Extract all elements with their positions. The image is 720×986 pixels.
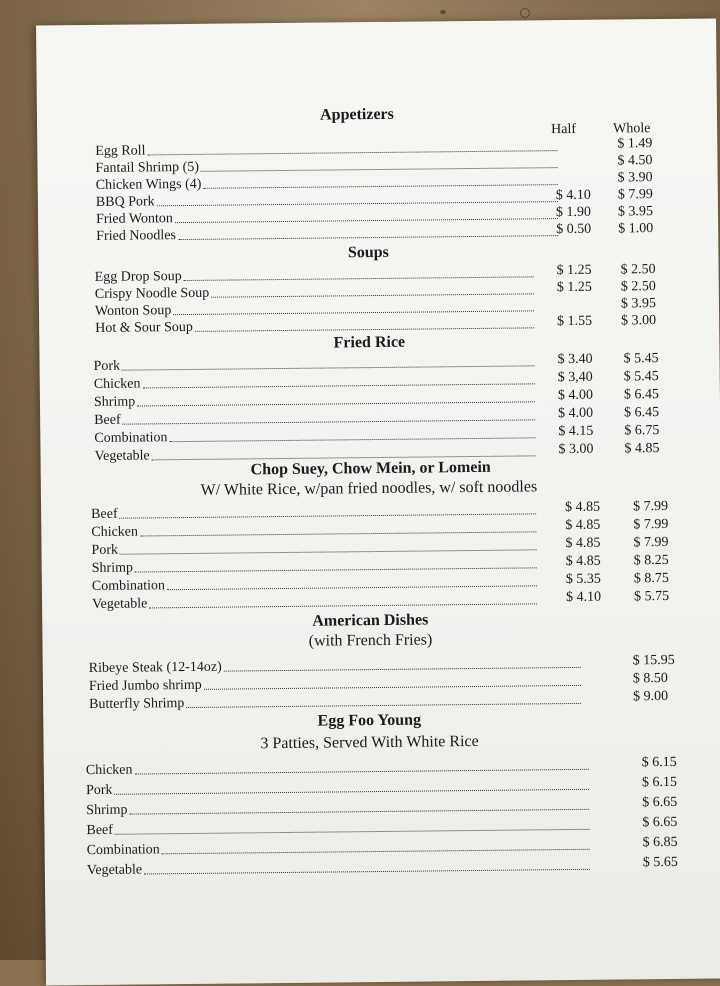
whole-price: $ 8.50 (632, 670, 668, 687)
menu-item-name: Shrimp (86, 802, 128, 819)
menu-item-name: Shrimp (93, 394, 136, 410)
dot-leader (204, 684, 581, 690)
half-price: $ 3,40 (557, 369, 593, 386)
whole-price: $ 4.85 (624, 441, 660, 457)
dot-leader (120, 512, 537, 518)
half-price: $ 1.55 (557, 313, 593, 330)
menu-item-name: BBQ Pork (95, 194, 155, 210)
table-mark (440, 10, 446, 14)
menu-item-name: Beef (94, 412, 121, 428)
menu-item-leader (86, 776, 589, 799)
half-price: $ 4.15 (558, 423, 594, 440)
menu-item-name: Combination (86, 842, 160, 859)
dot-leader (130, 808, 590, 815)
half-price: $ 4.85 (565, 499, 601, 516)
menu-item-row (87, 855, 703, 879)
dot-leader (120, 548, 537, 554)
section-title-soups: Soups (347, 243, 389, 262)
section-title-fried-rice: Fried Rice (333, 333, 406, 352)
section-subtitle-chop-suey: W/ White Rice, w/pan fried noodles, w/ soft noodles (200, 478, 538, 499)
column-header-half: Half (551, 121, 577, 138)
menu-item-name: Combination (94, 430, 168, 446)
dot-leader (178, 234, 558, 240)
whole-price: $ 6.15 (641, 774, 678, 791)
menu-item-leader (87, 836, 590, 859)
menu-item-name: Fried Noodles (96, 228, 177, 244)
section-title-egg-foo-young: Egg Foo Young (317, 711, 422, 730)
half-price: $ 0.50 (556, 221, 592, 238)
half-price: $ 3.00 (558, 441, 594, 458)
menu-item-name: Chicken Wings (4) (95, 176, 202, 193)
half-price: $ 1.90 (555, 204, 592, 221)
menu-item-leader (89, 690, 581, 713)
menu-item-name: Vegetable (92, 596, 148, 613)
menu-item-leader (86, 816, 589, 839)
menu-item-name: Beef (86, 822, 113, 839)
whole-price: $ 6.75 (624, 423, 660, 439)
menu-item-leader (86, 756, 589, 779)
menu-item-name: Crispy Noodle Soup (94, 285, 210, 302)
half-price: $ 4.10 (565, 589, 602, 606)
dot-leader (224, 666, 581, 672)
dot-leader (140, 530, 536, 536)
whole-price: $ 6.15 (641, 754, 677, 771)
section-title-american: American Dishes (312, 611, 429, 630)
table-mark (520, 8, 530, 18)
menu-item-name: Fried Wonton (95, 211, 173, 227)
menu-item-name: Fantail Shrimp (5) (95, 159, 200, 176)
whole-price: $ 3.95 (617, 204, 654, 220)
menu-item-name: Egg Drop Soup (94, 269, 182, 285)
whole-price: $ 2.50 (620, 279, 656, 295)
dot-leader (167, 584, 537, 590)
menu-item-name: Pork (93, 358, 121, 374)
whole-price: $ 3.90 (617, 170, 653, 186)
section-title-chop-suey: Chop Suey, Chow Mein, or Lomein (250, 458, 491, 479)
dot-leader (137, 400, 535, 406)
menu-item-leader (87, 856, 590, 879)
whole-price: $ 4.50 (617, 153, 653, 169)
whole-price: $ 5.75 (633, 588, 670, 605)
menu-item-name: Pork (91, 542, 119, 559)
menu-item-name: Ribeye Steak (12-14oz) (88, 659, 222, 677)
menu-item-name: Egg Roll (95, 143, 146, 159)
whole-price: $ 7.99 (617, 187, 653, 203)
menu-item-name: Hot & Sour Soup (95, 319, 193, 336)
menu-sheet (36, 18, 720, 985)
whole-price: $ 5.65 (642, 854, 678, 871)
dot-leader (186, 702, 581, 708)
half-price: $ 4.10 (555, 187, 591, 204)
dot-leader (135, 566, 537, 572)
dot-leader (149, 602, 537, 608)
half-price: $ 4.85 (565, 517, 601, 534)
menu-item-name: Vegetable (86, 862, 143, 879)
whole-price: $ 1.49 (617, 136, 653, 152)
half-price: $ 1.25 (556, 279, 592, 296)
dot-leader (142, 382, 534, 388)
menu-item-leader (92, 590, 537, 613)
menu-item-name: Chicken (85, 762, 133, 779)
whole-price: $ 3.00 (621, 313, 657, 329)
whole-price: $ 5.45 (623, 351, 659, 367)
dot-leader (169, 436, 535, 442)
menu-item-leader (86, 796, 589, 819)
whole-price: $ 8.75 (633, 570, 669, 587)
section-subtitle-egg-foo-young: 3 Patties, Served With White Rice (260, 732, 479, 753)
whole-price: $ 6.45 (624, 405, 660, 421)
menu-item-name: Beef (91, 506, 118, 523)
dot-leader (135, 768, 589, 775)
half-price: $ 4.00 (558, 405, 594, 422)
whole-price: $ 15.95 (632, 652, 675, 669)
whole-price: $ 5.45 (623, 369, 659, 385)
whole-price: $ 8.25 (633, 552, 669, 569)
whole-price: $ 6.65 (642, 794, 678, 811)
whole-price: $ 9.00 (633, 688, 669, 705)
whole-price: $ 6.85 (642, 834, 678, 851)
dot-leader (195, 326, 534, 332)
whole-price: $ 3.95 (620, 296, 657, 312)
menu-item-leader (96, 222, 558, 245)
dot-leader (123, 418, 536, 424)
menu-item-name: Vegetable (94, 448, 150, 464)
dot-leader (122, 364, 535, 370)
menu-item-name: Chicken (93, 376, 141, 392)
half-price: $ 3.40 (557, 351, 593, 368)
menu-item-name: Pork (85, 782, 113, 799)
column-header-whole: Whole (613, 121, 651, 137)
menu-item-name: Wonton Soup (94, 303, 172, 319)
section-subtitle-american: (with French Fries) (308, 631, 433, 650)
whole-price: $ 7.99 (633, 498, 669, 515)
dot-leader (152, 454, 536, 460)
half-price: $ 5.35 (565, 571, 601, 588)
dot-leader (162, 848, 590, 854)
whole-price: $ 7.99 (633, 516, 669, 533)
whole-price: $ 6.65 (642, 814, 678, 831)
half-price: $ 1.25 (556, 262, 592, 279)
menu-item-name: Combination (91, 578, 166, 595)
menu-item-name: Butterfly Shrimp (89, 696, 185, 713)
whole-price: $ 6.45 (623, 387, 659, 403)
half-price: $ 4.00 (557, 387, 593, 404)
dot-leader (115, 788, 590, 795)
half-price: $ 4.85 (565, 553, 601, 570)
menu-item-name: Fried Jumbo shrimp (88, 677, 202, 695)
menu-item-name: Chicken (91, 524, 139, 541)
whole-price: $ 1.00 (618, 221, 654, 237)
whole-price: $ 2.50 (620, 262, 656, 278)
section-title-appetizers: Appetizers (319, 105, 394, 124)
menu-item-name: Shrimp (91, 560, 134, 577)
dot-leader (144, 868, 590, 875)
dot-leader (115, 828, 590, 835)
whole-price: $ 7.99 (633, 534, 669, 551)
half-price: $ 4.85 (565, 535, 601, 552)
